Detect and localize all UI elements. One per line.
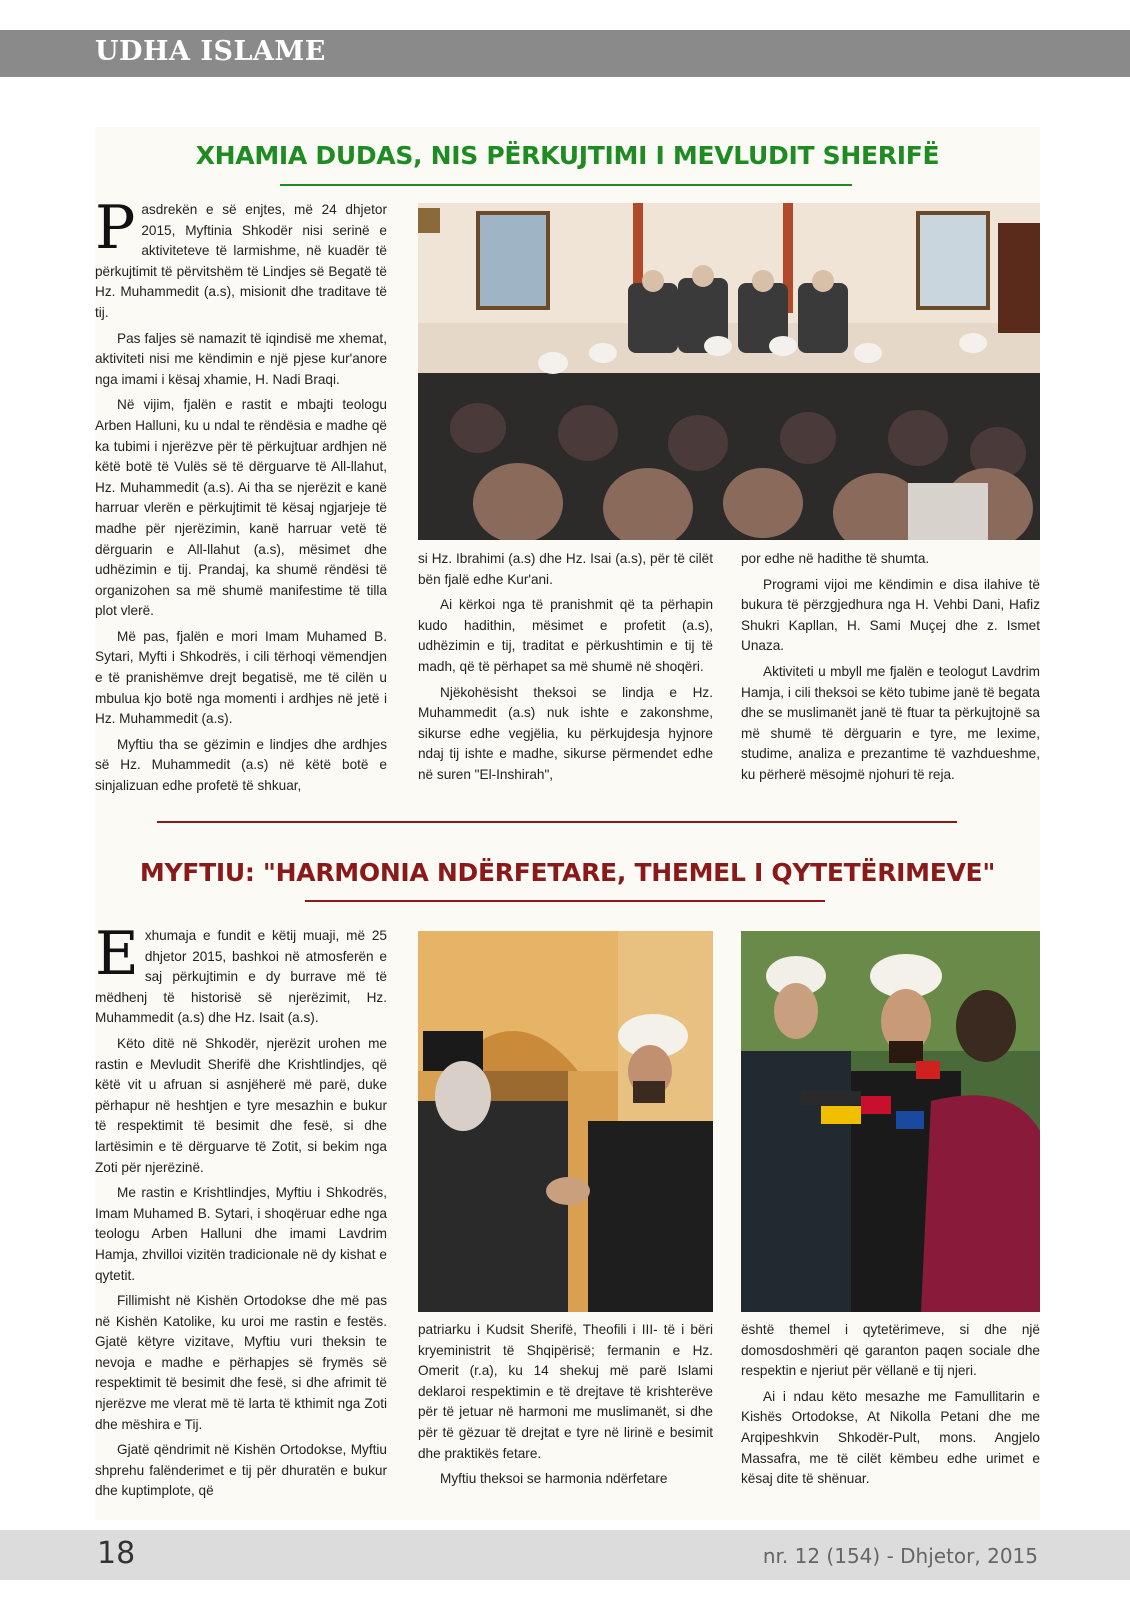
article-1-title: XHAMIA DUDAS, NIS PËRKUJTIMI I MEVLUDIT SHERIFË (195, 141, 940, 170)
paragraph: Në vijim, fjalën e rastit e mbajti teologu Arben Halluni, ku u ndal te rëndësia e madhe që ka tubimi i njerëzve për të përkujtuar ardhjen në këtë botë të Vulës së të dërguarve të All-llahut, Hz. Muhammedit (a.s). Ai tha se njerëzit e kanë harruar vlerën e përkujtimit të kësaj ngjarjeje të madhe për njerëzimin, kanë harruar vetë të dërguarin e All-llahut (a.s), mësimet dhe udhëzimin e tij. Prandaj, ka shumë rëndësi të organizohen sa më shumë manifestime të tilla plot vlerë. (95, 397, 387, 619)
paragraph: Më pas, fjalën e mori Imam Muhamed B. Sytari, Myfti i Shkodrës, i cili tërhoqi vëmendjen e të pranishëmve drejt begatisë, me të cilën u mbulua kjo botë nga momenti i ardhjes në jetë i Hz. Muhammedit (a.s). (95, 628, 387, 727)
paragraph: patriarku i Kudsit Sherifë, Theofili i III- të i bëri kryeministrit të Shqipërisë; fermanin e Hz. Omerit (r.a), ku 14 shekuj më parë Islami deklaroi respektimin e të drejtave të krishterëve për të jetuar në harmoni me muslimanët, si dhe për të gëzuar të drejtat e tyre në lirinë e besimit dhe praktikës fetare. (418, 1322, 713, 1461)
title-underline (280, 184, 852, 186)
section-divider (157, 821, 957, 823)
paragraph: Myftiu tha se gëzimin e lindjes dhe ardhjes së Hz. Muhammedit (a.s) në këtë botë e sinjalizuan edhe profetë të shkuar, (95, 736, 387, 794)
paragraph: Këto ditë në Shkodër, njerëzit urohen me rastin e Mevludit Sherifë dhe Krishtlindjes, që këtë vit u afruan si asnjëherë më parë, duke përhapur në heshtjen e tyre mesazhin e bukur të respektimit të besimit dhe fesë, si dhe lartësimin e të dërguarve të Zotit, si bekim nga Zoti për njerëzinë. (95, 1035, 387, 1175)
paragraph: Programi vijoi me këndimin e disa ilahive të bukura të përzgjedhura nga H. Vehbi Dani, Hafiz Shukri Kapllan, H. Sami Muçej dhe z. Ismet Unaza. (741, 576, 1040, 654)
paragraph: Gjatë qëndrimit në Kishën Ortodokse, Myftiu shprehu falënderimet e tij për dhuratën e bukur dhe kuptimplote, që (95, 1442, 387, 1499)
article-2-col-1 (95, 919, 387, 1507)
drop-cap: E (95, 919, 139, 989)
paragraph: Me rastin e Krishtlindjes, Myftiu i Shkodrës, Imam Muhamed B. Sytari, i shoqëruar edhe nga teologu Arben Halluni dhe imami Lavdrim Hamja, zhvilloi vizitën tradicionale në dy kishat e qytetit. (95, 1185, 387, 1283)
issue-info: nr. 12 (154) - Dhjetor, 2015 (762, 1544, 1038, 1568)
article-2-col-2 (418, 1320, 713, 1495)
paragraph: si Hz. Ibrahimi (a.s) dhe Hz. Isai (a.s), për të cilët bën fjalë edhe Kur'ani. (418, 551, 713, 587)
article-2-title: MYFTIU: "HARMONIA NDËRFETARE, THEMEL I QYTETËRIMEVE" (139, 858, 996, 887)
paragraph: Ai i ndau këto mesazhe me Famullitarin e Kishës Ortodokse, At Nikolla Petani dhe me Arqipeshkvin Shkodër-Pult, mons. Angjelo Massafra, me të cilët këmbeu edhe urimet e kësaj dite të shënuar. (741, 1388, 1040, 1487)
handshake-photo (418, 931, 713, 1312)
press-interview-photo (741, 931, 1040, 1312)
paragraph: Pas faljes së namazit të iqindisë me xhemat, aktiviteti nisi me këndimin e një pjese kur'anore nga imami i kësaj xhamie, H. Nadi Braqi. (95, 330, 387, 387)
paragraph: Fillimisht në Kishën Ortodokse dhe më pas në Kishën Katolike, ku uroi me rastin e festës. Gjatë këtyre vizitave, Myftiu vuri theksin te nevoja e madhe e përhapjes së frymës së respektimit të besimit dhe fesë, si dhe afrimit të njerëzve me vlerat më të larta të kthimit nga Zoti dhe mëshira e Tij. (95, 1293, 387, 1432)
paragraph: Ai kërkoi nga të pranishmit që ta përhapin kudo hadithin, mësimet e profetit (a.s), udhëzimin e tij, traditat e përkushtimin e tij të madh, që të përhapet sa më shumë në shoqëri. (418, 597, 713, 674)
paragraph: por edhe në hadithe të shumta. (741, 551, 930, 566)
paragraph: Pasdrekën e së enjtes, më 24 dhjetor 2015, Myftinia Shkodër nisi serinë e aktiviteteve të larmishme, në kuadër të përkujtimit të përvitshëm të Lindjes së Begatë të Hz. Muhammedit (a.s), misionit dhe traditave të tij. (95, 193, 387, 320)
magazine-title: UDHA ISLAME (95, 36, 326, 67)
article-2 (95, 820, 1040, 1520)
paragraph: Myftiu theksoi se harmonia ndërfetare (440, 1471, 668, 1487)
article-2-col-3 (741, 1320, 1040, 1495)
title-underline (305, 900, 825, 902)
paragraph: është themel i qytetërimeve, si dhe një domosdoshmëri që garanton paqen sociale dhe respektin e njeriut për vëllanë e tij njeri. (741, 1322, 1040, 1379)
paragraph: Njëkohësisht theksoi se lindja e Hz. Muhammedit (a.s) nuk ishte e zakonshme, sikurse edhe vegjëlia, ku përkujdesja hyjnore ndaj tij ishte e madhe, sikurse përmendet edhe në suren "El-Inshirah", (418, 684, 713, 782)
article-1-col-3 (741, 549, 1040, 791)
article-1 (95, 127, 1040, 820)
paragraph: Exhumaja e fundit e këtij muaji, më 25 dhjetor 2015, bashkoi në atmosferën e saj përkujtimin e dy burrave më të mëdhenj të historisë së njerëzimit, Hz. Muhammedit (a.s) dhe Hz. Isait (a.s). (95, 919, 387, 1026)
header-bar (0, 30, 1130, 77)
mosque-gathering-photo (418, 203, 1040, 540)
page-number: 18 (97, 1536, 136, 1571)
drop-cap: P (95, 193, 136, 263)
article-1-col-1 (95, 193, 387, 802)
footer-bar (0, 1530, 1130, 1580)
article-1-col-2 (418, 549, 713, 791)
paragraph: Aktiviteti u mbyll me fjalën e teologut Lavdrim Hamja, i cili theksoi se këto tubime janë të begata dhe se muslimanët janë të ftuar ta përkujtojnë sa më shumë të dërguarin e tyre, me lexime, studime, analiza e prezantime të vazhdueshme, ku përherë mësojmë njohuri të reja. (741, 663, 1040, 782)
